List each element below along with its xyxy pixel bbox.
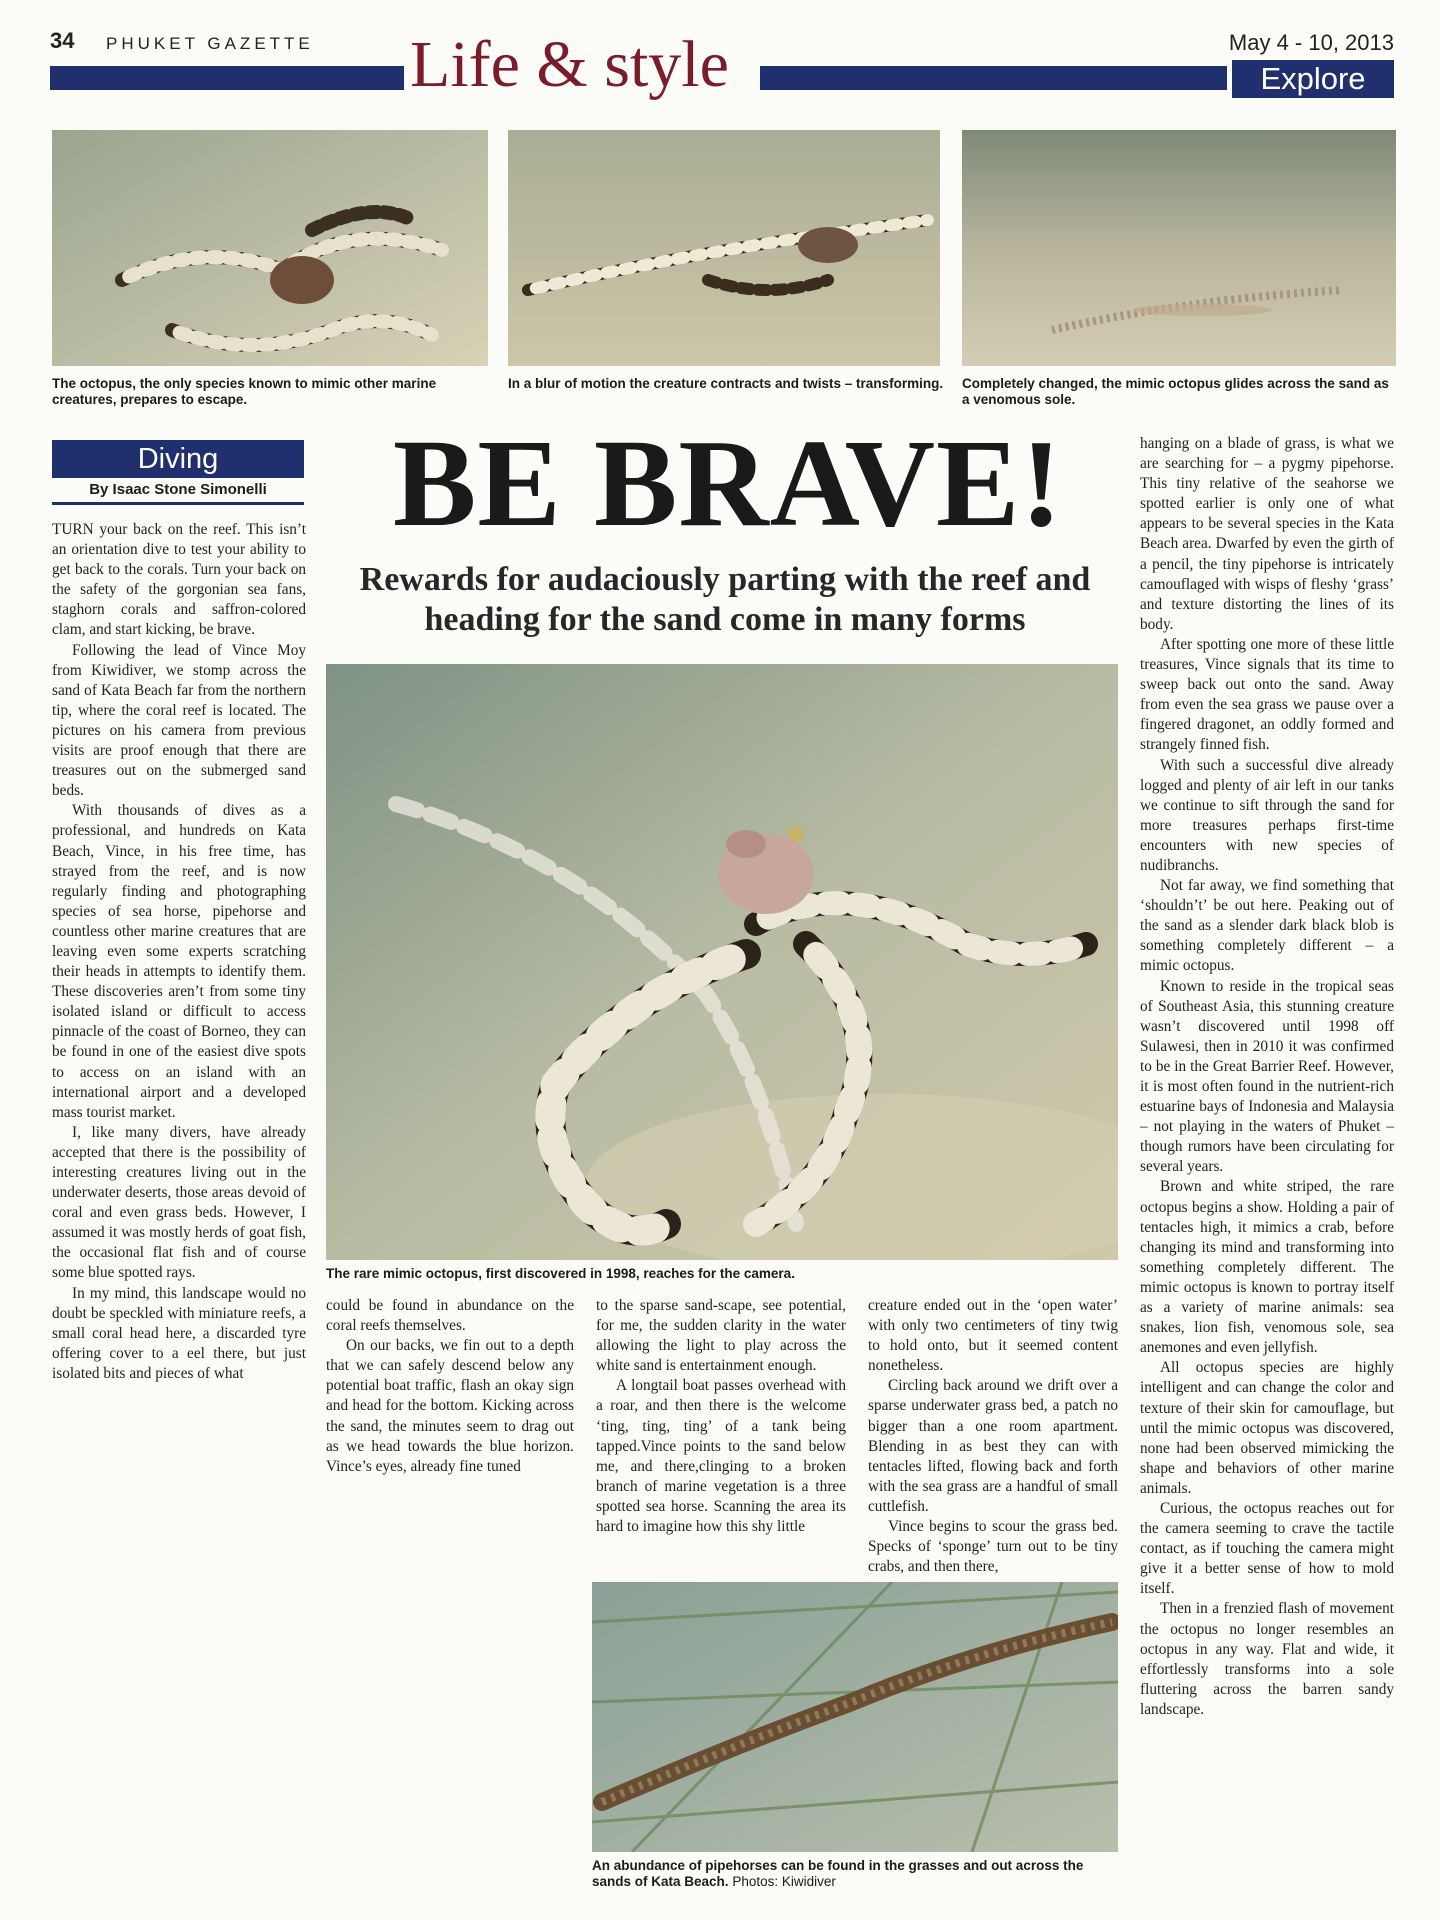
subheadline: Rewards for audaciously parting with the reef and heading for the sand come in many forms — [359, 561, 1091, 638]
article-column-1 — [52, 520, 306, 1520]
bottom-photo-caption-text: An abundance of pipehorses can be found in the grasses and out across the sands of Kata Beach. — [592, 1858, 1084, 1889]
main-photo-caption: The rare mimic octopus, first discovered in 1998, reaches for the camera. — [326, 1266, 795, 1281]
headline: BE BRAVE! — [392, 415, 1064, 553]
paragraph: A longtail boat passes overhead with a roar, and then there is the welcome ‘ting, ting, ting’ of a tank being tapped.Vince points to the sand below me, and there,clinging to a broken branch of marine vegetation is a three spotted sea horse. Scanning the area its hard to imagine how this shy little — [596, 1377, 846, 1536]
octopus-photo-1 — [52, 130, 488, 366]
newspaper-name: PHUKET GAZETTE — [106, 34, 314, 53]
paragraph: Curious, the octopus reaches out for the camera seeming to crave the tactile contact, as if touching the camera might give it a better sense of how to mold itself. — [1140, 1499, 1394, 1598]
subsection-label: Explore — [1232, 60, 1394, 98]
photo-credit: Photos: Kiwidiver — [732, 1874, 836, 1889]
paragraph: TURN your back on the reef. This isn’t an orientation dive to test your ability to get back to the corals. Turn your back on the safety of the gorgonian sea fans, staghorn corals and saffron-colored clam, and start kicking, be brave. — [52, 521, 306, 639]
bottom-photo-caption — [592, 1858, 1122, 1890]
paragraph: With such a successful dive already logged and plenty of air left in our tanks we continue to sift through the sand for more treasures perhaps first-time encounters with new species of nudibranchs. — [1140, 756, 1394, 874]
paragraph: Vince begins to scour the grass bed. Specks of ‘sponge’ turn out to be tiny crabs, and then there, — [868, 1518, 1118, 1576]
paragraph: creature ended out in the ‘open water’ with only two centimeters of tiny twig to hold onto, but it seemed content nonetheless. — [868, 1297, 1118, 1375]
paragraph: After spotting one more of these little treasures, Vince signals that its time to sweep back out onto the sand. Away from even the sea grass we pause over a fingered dragonet, an oddly formed and strangely finned fish. — [1140, 635, 1394, 754]
paragraph: could be found in abundance on the coral reefs themselves. — [326, 1297, 574, 1335]
article-column-3 — [596, 1296, 846, 1576]
section-title: Life & style — [410, 28, 729, 101]
paragraph: to the sparse sand-scape, see potential, for me, the sudden clarity in the water allowing the light to play across the white sand is entertainment enough. — [596, 1297, 846, 1375]
pipehorse-photo — [592, 1582, 1118, 1852]
header-bar-right — [760, 66, 1227, 90]
header-bar-left — [50, 66, 404, 90]
paragraph: Circling back around we drift over a sparse underwater grass bed, a patch no bigger than a one room apartment. Blending in as best they can with tentacles lifted, flowing back and forth with the sea grass are a handful of small cuttlefish. — [868, 1377, 1118, 1515]
octopus-photo-2 — [508, 130, 940, 366]
byline-rule — [52, 502, 304, 505]
article-column-2 — [326, 1296, 574, 1496]
octopus-photo-3 — [962, 130, 1396, 366]
issue-date: May 4 - 10, 2013 — [1228, 30, 1394, 55]
paragraph: hanging on a blade of grass, is what we are searching for – a pygmy pipehorse. This tiny relative of the seahorse we spotted earlier is only one of what appears to be several species in the Kata Beach area. Dwarfed by even the girth of a pencil, the tiny pipehorse is intricately camouflaged with wisps of fleshy ‘grass’ and texture distorting the lines of its body. — [1140, 435, 1394, 633]
paragraph: In my mind, this landscape would no doubt be speckled with miniature reefs, a small coral head here, a discarded tyre offering cover to a eel there, but just isolated bits and pieces of what — [52, 1284, 306, 1382]
photo-2-caption: In a blur of motion the creature contracts and twists – transforming. — [508, 376, 944, 391]
paragraph: Known to reside in the tropical seas of Southeast Asia, this stunning creature wasn’t discovered until 1998 off Sulawesi, then in 2010 it was confirmed to be in the Great Barrier Reef. However, it is most often found in the nutrient-rich estuarine bays of Indonesia and Malaysia – not playing in the waters of Phuket – though rumors have been circulating for several years. — [1140, 977, 1394, 1176]
photo-3-caption: Completely changed, the mimic octopus glides across the sand as a venomous sole. — [962, 376, 1389, 407]
paragraph: On our backs, we fin out to a depth that we can safely descend below any potential boat traffic, flash an okay sign and head for the bottom. Kicking across the sand, the minutes seem to drag out as we head towards the blue horizon. Vince’s eyes, already fine tuned — [326, 1337, 574, 1475]
byline: By Isaac Stone Simonelli — [89, 481, 267, 498]
article-column-4 — [868, 1296, 1118, 1576]
paragraph: Not far away, we find something that ‘shouldn’t’ be out here. Peaking out of the sand as a slender dark black blob is something completely different – a mimic octopus. — [1140, 877, 1394, 975]
paragraph: Following the lead of Vince Moy from Kiwidiver, we stomp across the sand of Kata Beach far from the northern tip, where the coral reef is located. The pictures on his camera from previous visits are proof enough that there are treasures out on the submerged sand beds. — [52, 641, 306, 800]
article-column-5 — [1140, 434, 1394, 1886]
paragraph: I, like many divers, have already accepted that there is the possibility of interesting creatures living out in the underwater deserts, those areas devoid of coral and even grass beds. However, I assumed it was mostly herds of goat fish, the occasional flat fish and of course some blue spotted rays. — [52, 1123, 306, 1282]
paragraph: With thousands of dives as a professional, and hundreds on Kata Beach, Vince, in his free time, has strayed from the reef, and is now regularly finding and photographing species of sea horse, pipehorse and countless other marine creatures that are leaving even some experts scratching their heads in attempts to identify them. These discoveries aren’t from some tiny isolated island or difficult to access pinnacle of the coast of Borneo, they can be found in one of the easiest dive spots to access on an island with an international airport and a developed mass tourist market. — [52, 802, 306, 1121]
page-number: 34 — [50, 28, 75, 53]
paragraph: All octopus species are highly intelligent and can change the color and texture of their skin for camouflage, but until the mimic octopus was discovered, none had been observed mimicking the shape and behaviors of other marine animals. — [1140, 1359, 1394, 1497]
main-octopus-photo — [326, 664, 1118, 1260]
paragraph: Brown and white striped, the rare octopus begins a show. Holding a pair of tentacles high, it mimics a crab, before changing its mind and transforming into something completely different. The mimic octopus is known to portray itself as a variety of marine animals: sea snakes, lion fish, venomous sole, sea anemones and even jellyfish. — [1140, 1178, 1394, 1357]
photo-1-caption: The octopus, the only species known to mimic other marine creatures, prepares to escape. — [52, 376, 437, 407]
category-label: Diving — [52, 440, 304, 478]
paragraph: Then in a frenzied flash of movement the octopus no longer resembles an octopus in any way. Flat and wide, it effortlessly transforms into a sole fluttering across the barren sandy landscape. — [1140, 1600, 1394, 1718]
